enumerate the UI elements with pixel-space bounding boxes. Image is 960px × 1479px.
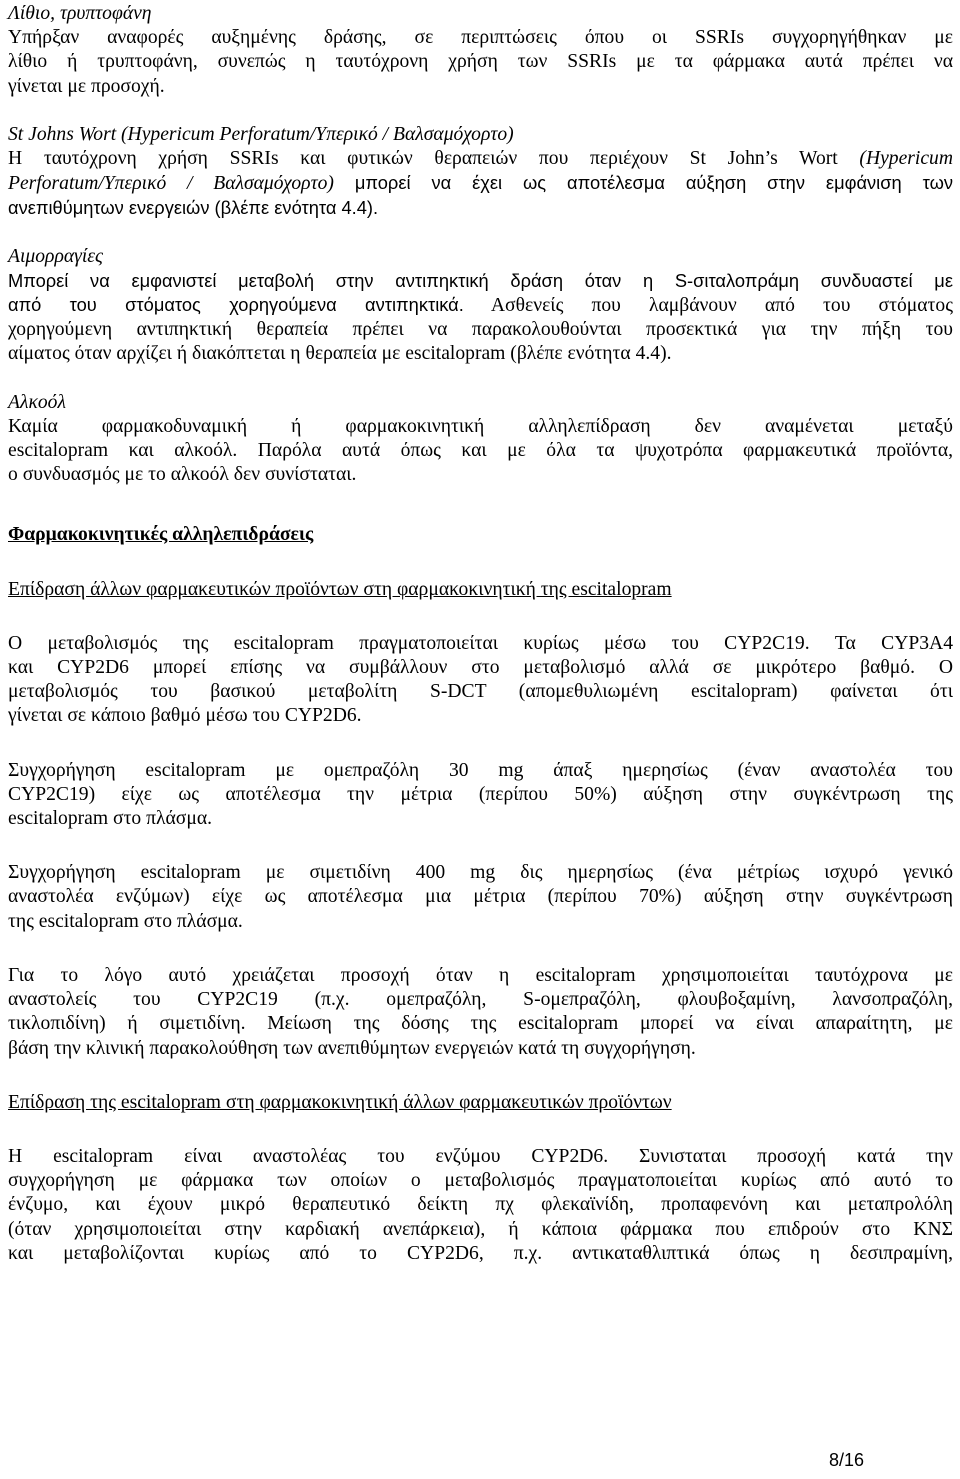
paragraph-line: ανεπιθύμητων ενεργειών (βλέπε ενότητα 4.4). — [8, 197, 379, 219]
stjohns-section — [8, 123, 953, 221]
bleeding-section — [8, 245, 953, 367]
paragraph-line — [8, 147, 953, 171]
paragraph-line: χορηγούμενη αντιπηκτική θεραπεία πρέπει να παρακολουθούνται προσεκτικά για την πήξη του — [8, 319, 953, 341]
paragraph-line: της escitalopram στο πλάσμα. — [8, 910, 243, 932]
paragraph-line: Μπορεί να εμφανιστεί μεταβολή στην αντιπηκτική δράση όταν η S-σιταλοπράμη συνδυαστεί με — [8, 269, 953, 291]
paragraph-line — [8, 293, 953, 318]
pk-heading: Φαρμακοκινητικές αλληλεπιδράσεις — [8, 524, 314, 546]
pk-subheading-1: Επίδραση άλλων φαρμακευτικών προϊόντων στη φαρμακοκινητική της escitalopram — [8, 578, 672, 600]
paragraph-line: Συγχορήγηση escitalopram με σιμετιδίνη 400 mg δις ημερησίως (ένα μέτρίως ισχυρό γενικό — [8, 862, 953, 884]
paragraph-line: CYP2C19) είχε ως αποτέλεσμα την μέτρια (περίπου 50%) αύξηση στην συγκέντρωση της — [8, 783, 953, 805]
text-run: μπορεί να έχει ως αποτέλεσμα αύξηση στην εμφάνιση των — [333, 172, 954, 194]
document-page — [8, 2, 953, 1266]
paragraph-line — [8, 171, 953, 196]
paragraph-line: escitalopram και αλκοόλ. Παρόλα αυτά όπως και με όλα τα ψυχοτρόπα φαρμακευτικά προϊόντα, — [8, 440, 953, 462]
paragraph-line: τικλοπιδίνη) ή σιμετιδίνη. Μείωση της δόσης της escitalopram μπορεί να είναι απαραίτητη, με — [8, 1013, 953, 1035]
pk-section — [8, 523, 953, 1265]
paragraph-line: Συγχορήγηση escitalopram με ομεπραζόλη 30 mg άπαξ ημερησίως (έναν αναστολέα του — [8, 759, 953, 781]
paragraph-line: αναστολέα ενζύμων) είχε ως αποτέλεσμα μια μέτρια (περίπου 70%) αύξηση στην συγκέντρωση — [8, 886, 953, 908]
stjohns-heading: St Johns Wort (Hypericum Perforatum/Υπερικό / Βαλσαμόχορτο) — [8, 123, 514, 145]
alcohol-heading: Αλκοόλ — [8, 391, 66, 413]
pk-subheading-2: Επίδραση της escitalopram στη φαρμακοκινητική άλλων φαρμακευτικών προϊόντων — [8, 1091, 672, 1113]
paragraph-line: Για το λόγο αυτό χρειάζεται προσοχή όταν η escitalopram χρησιμοποιείται ταυτόχρονα με — [8, 964, 953, 986]
paragraph-line: και CYP2D6 μπορεί επίσης να συμβάλλουν στο μεταβολισμό αλλά σε μικρότερο βαθμό. Ο — [8, 657, 953, 679]
lithium-heading: Λίθιο, τρυπτοφάνη — [8, 3, 152, 24]
paragraph-line: μεταβολισμός του βασικού μεταβολίτη S-DCT (απομεθυλιωμένη escitalopram) φαίνεται ότι — [8, 681, 953, 703]
paragraph-line: ο συνδυασμός με το αλκοόλ δεν συνίσταται. — [8, 464, 357, 486]
paragraph-line: Η escitalopram είναι αναστολέας του ενζύμου CYP2D6. Συνισταται προσοχή κατά την — [8, 1145, 953, 1167]
text-run-italic: Perforatum/Υπερικό / Βαλσαμόχορτο) — [8, 173, 334, 195]
paragraph-line: αναστολείς του CYP2C19 (π.χ. ομεπραζόλη, S-ομεπραζόλη, φλουβοξαμίνη, λανσοπραζόλη, — [8, 989, 953, 1011]
text-run: Η ταυτόχρονη χρήση SSRIs και φυτικών θεραπειών που περιέχουν St John’s Wort — [8, 148, 860, 170]
alcohol-section — [8, 391, 953, 488]
text-run-italic: (Hypericum — [859, 148, 953, 170]
text-run: από του στόματος χορηγούμενα αντιπηκτικά. — [8, 294, 464, 316]
lithium-section — [8, 2, 953, 99]
paragraph-line: γίνεται σε κάποιο βαθμό μέσω του CYP2D6. — [8, 705, 362, 727]
paragraph-line: λίθιο ή τρυπτοφάνη, συνεπώς η ταυτόχρονη χρήση των SSRIs με τα φάρμακα αυτά πρέπει να — [8, 51, 953, 73]
paragraph-line: Καμία φαρμακοδυναμική ή φαρμακοκινητική αλληλεπίδραση δεν αναμένεται μεταξύ — [8, 415, 953, 437]
text-run: Ασθενείς που λαμβάνουν από του στόματος — [463, 295, 953, 317]
paragraph-line: και μεταβολίζονται κυρίως από το CYP2D6, π.χ. αντικαταθλιπτικά όπως η δεσιπραμίνη, — [8, 1242, 953, 1264]
paragraph-line: ένζυμο, και έχουν μικρό θεραπευτικό δείκτη πχ φλεκαϊνίδη, προπαφενόνη και μεταπρολόλη — [8, 1194, 953, 1216]
paragraph-line: Υπήρξαν αναφορές αυξημένης δράσης, σε περιπτώσεις όπου οι SSRIs συγχορηγήθηκαν με — [8, 27, 953, 49]
paragraph-line: (όταν χρησιμοποιείται στην καρδιακή ανεπάρκεια), ή κάποια φάρμακα που επιδρούν στο ΚΝΣ — [8, 1218, 953, 1240]
paragraph-line: escitalopram στο πλάσμα. — [8, 808, 213, 830]
paragraph-line: Ο μεταβολισμός της escitalopram πραγματοποιείται κυρίως μέσω του CYP2C19. Τα CYP3A4 — [8, 632, 953, 654]
paragraph-line: γίνεται με προσοχή. — [8, 75, 165, 97]
paragraph-line: συγχορήγηση με φάρμακα των οποίων ο μεταβολισμός πραγματοποιείται κυρίως από αυτό το — [8, 1170, 953, 1192]
paragraph-line: αίματος όταν αρχίζει ή διακόπτεται η θεραπεία με escitalopram (βλέπε ενότητα 4.4). — [8, 343, 672, 365]
paragraph-line: βάση την κλινική παρακολούθηση των ανεπιθύμητων ενεργειών κατά τη συγχορήγηση. — [8, 1037, 696, 1059]
page-number: 8/16 — [828, 1450, 864, 1470]
bleeding-heading: Αιμορραγίες — [8, 245, 103, 267]
